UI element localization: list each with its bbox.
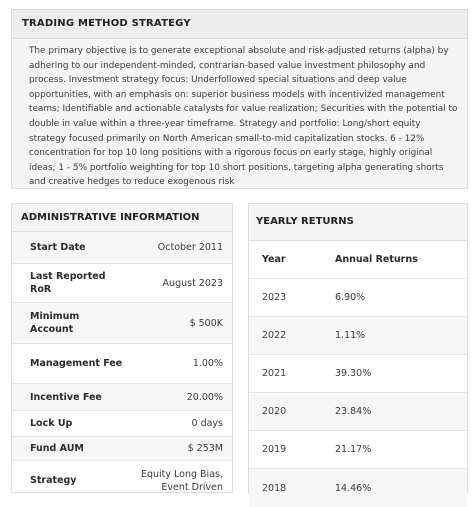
- year-cell: 2022: [262, 330, 287, 341]
- admin-value: $ 253M: [187, 443, 223, 454]
- year-cell: 2023: [262, 292, 287, 303]
- return-cell: 21.17%: [335, 444, 372, 455]
- admin-title: ADMINISTRATIVE INFORMATION: [12, 204, 232, 232]
- annual-returns-column-header: Annual Returns: [335, 254, 418, 265]
- trading-method-strategy-panel: [11, 9, 468, 189]
- admin-row-incentive-fee: [12, 384, 232, 411]
- admin-row-lock-up: [12, 411, 232, 437]
- year-cell: 2018: [262, 482, 287, 494]
- admin-row-strategy: [12, 461, 232, 500]
- yearly-returns-header-row: [249, 241, 467, 279]
- admin-label: Strategy: [30, 475, 77, 486]
- admin-label: Incentive Fee: [30, 391, 102, 403]
- yearly-returns-table: [249, 241, 467, 507]
- return-cell: 23.84%: [335, 406, 372, 417]
- admin-value: 20.00%: [186, 391, 223, 403]
- yearly-returns-row: [249, 393, 467, 431]
- strategy-title: TRADING METHOD STRATEGY: [12, 10, 467, 39]
- admin-value: October 2011: [157, 242, 223, 253]
- yearly-returns-row: [249, 279, 467, 317]
- return-cell: 14.46%: [335, 482, 372, 494]
- year-cell: 2020: [262, 406, 287, 417]
- yearly-returns-row: [249, 355, 467, 393]
- admin-label: Start Date: [30, 242, 86, 253]
- admin-value: $ 500K: [189, 317, 223, 329]
- admin-value: 0 days: [191, 418, 223, 429]
- admin-rows: [12, 232, 232, 500]
- admin-row-fund-aum: [12, 437, 232, 461]
- yearly-returns-title: YEARLY RETURNS: [249, 204, 467, 241]
- admin-row-last-reported: [12, 264, 232, 303]
- return-cell: 1.11%: [335, 330, 366, 341]
- year-cell: 2019: [262, 444, 287, 455]
- admin-value: Equity Long Bias, Event Driven: [140, 468, 223, 493]
- yearly-returns-panel: [248, 203, 468, 493]
- return-cell: 6.90%: [335, 292, 366, 303]
- yearly-returns-row: [249, 431, 467, 469]
- admin-label: Fund AUM: [30, 443, 84, 454]
- admin-row-minimum-account: [12, 303, 232, 344]
- administrative-information-panel: [11, 203, 233, 493]
- admin-label: Management Fee: [30, 358, 123, 369]
- yearly-returns-row: [249, 317, 467, 355]
- admin-row-start-date: [12, 232, 232, 264]
- admin-row-management-fee: [12, 344, 232, 384]
- admin-value: August 2023: [162, 277, 223, 289]
- admin-label: Last Reported RoR: [30, 271, 106, 295]
- yearly-returns-row: [249, 469, 467, 507]
- strategy-description: The primary objective is to generate exceptional absolute and risk-adjusted returns (alpha) by adhering to our independent-minded, contrarian-based value investment philosophy and process. Investment strategy focus: Underfollowed special situations and deep value opportunities, with an emphasis on: superior business models with incentivized management teams; Identifiable and actionable catalysts for value realization; Securities with the potential to double in value within a three-year timeframe. Strategy and portfolio: Long/short equity strategy focused primarily on North American small-to-mid capitalization stocks. 6 - 12% concentration for top 10 long positions with a rigorous focus on early stage, highly original ideas; 1 - 5% portfolio weighting for top 10 short positions, targeting alpha generating shorts and creative hedges to reduce exogenous risk: [29, 46, 458, 188]
- year-cell: 2021: [262, 368, 287, 379]
- admin-label: Minimum Account: [30, 311, 80, 335]
- year-column-header: Year: [262, 254, 286, 265]
- admin-value: 1.00%: [192, 358, 223, 369]
- return-cell: 39.30%: [335, 368, 372, 379]
- admin-label: Lock Up: [30, 418, 73, 429]
